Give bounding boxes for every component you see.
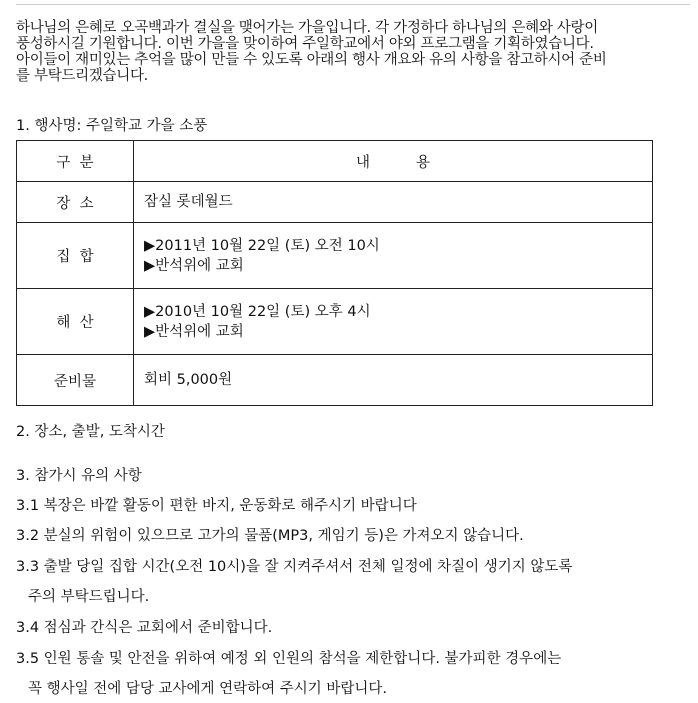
note-item-continuation: 주의 부탁드립니다. (28, 589, 150, 605)
header-category: 구 분 (17, 141, 134, 182)
row-content: ▶2010년 10월 22일 (토) 오후 4시 ▶반석위에 교회 (134, 289, 653, 355)
row-label: 장 소 (17, 182, 134, 223)
row-content: ▶2011년 10월 22일 (토) 오전 10시 ▶반석위에 교회 (134, 223, 653, 289)
table-row (17, 223, 653, 289)
note-item-continuation: 꼭 행사일 전에 담당 교사에게 연락하여 주시기 바랍니다. (28, 681, 388, 697)
row-label: 집 합 (17, 223, 134, 289)
intro-paragraph (16, 20, 692, 84)
intro-line: 하나님의 은혜로 오곡백과가 결실을 맺어가는 가을입니다. 각 가정하다 하나님의 은혜와 사랑이 (16, 20, 598, 36)
section1-title: 1. 행사명: 주일학교 가을 소풍 (16, 118, 208, 134)
row-content: 회비 5,000원 (134, 355, 653, 406)
top-divider (16, 4, 690, 5)
intro-line: 를 부탁드리겠습니다. (16, 68, 148, 84)
table-row (17, 355, 653, 406)
table-header-row (17, 141, 653, 182)
note-item: 3.1 복장은 바깥 활동이 편한 바지, 운동화로 해주시기 바랍니다 (16, 498, 417, 514)
event-info-table (16, 140, 653, 406)
table-row (17, 182, 653, 223)
row-label: 준비물 (17, 355, 134, 406)
note-item: 3.2 분실의 위험이 있으므로 고가의 물품(MP3, 게임기 등)은 가져오지 않습니다. (16, 528, 524, 544)
section3-title: 3. 참가시 유의 사항 (16, 468, 142, 484)
note-item: 3.3 출발 당일 집합 시간(오전 10시)을 잘 지켜주셔서 전체 일정에 차질이 생기지 않도록 (16, 559, 573, 575)
table-row (17, 289, 653, 355)
row-content: 잠실 롯데월드 (134, 182, 653, 223)
intro-line: 아이들이 재미있는 추억을 많이 만들 수 있도록 아래의 행사 개요와 유의 사항을 참고하시어 준비 (16, 52, 607, 68)
intro-line: 풍성하시길 기원합니다. 이번 가을을 맞이하여 주일학교에서 야외 프로그램을 기획하였습니다. (16, 36, 594, 52)
section2-title: 2. 장소, 출발, 도착시간 (16, 424, 165, 440)
note-item: 3.4 점심과 간식은 교회에서 준비합니다. (16, 620, 273, 636)
note-item: 3.5 인원 통솔 및 안전을 위하여 예정 외 인원의 참석을 제한합니다. 불가피한 경우에는 (16, 651, 562, 667)
row-label: 해 산 (17, 289, 134, 355)
header-content: 내 용 (134, 141, 653, 182)
